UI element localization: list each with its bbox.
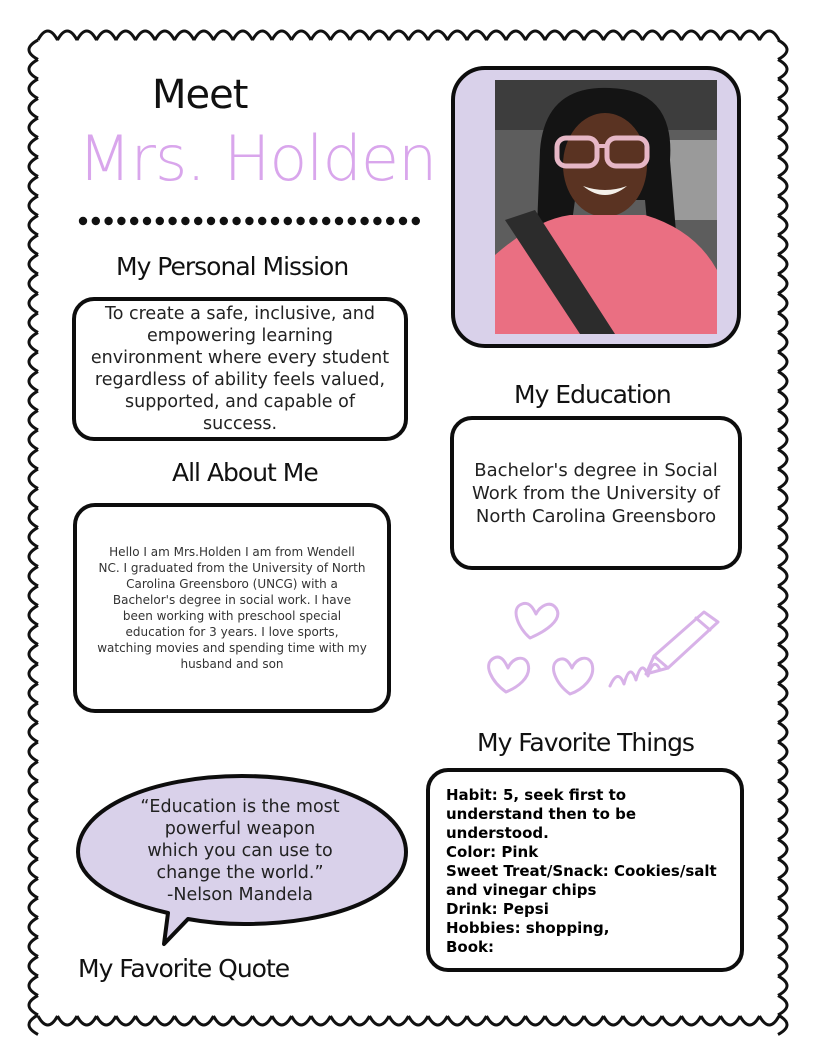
divider-dot xyxy=(258,217,266,225)
education-box xyxy=(450,416,742,570)
divider-dot xyxy=(245,217,253,225)
quote-author: -Nelson Mandela xyxy=(167,885,313,905)
divider-dot xyxy=(309,217,317,225)
favorite-item-habit: Habit: 5, seek first to understand then to be understood. xyxy=(446,786,637,842)
mission-text: To create a safe, inclusive, and empowering learning environment where every student regardless of ability feels valued, supported, and capable of success. xyxy=(90,304,390,434)
quote-line: powerful weapon xyxy=(164,819,316,839)
divider-dot xyxy=(348,217,356,225)
about-heading: All About Me xyxy=(172,458,318,487)
divider-dot xyxy=(207,217,215,225)
quote-line: which you can use to xyxy=(147,841,333,861)
divider-dot xyxy=(322,217,330,225)
dotted-divider xyxy=(78,214,424,228)
divider-dot xyxy=(335,217,343,225)
teacher-photo xyxy=(495,80,717,334)
mission-heading: My Personal Mission xyxy=(116,252,349,281)
divider-dot xyxy=(168,217,176,225)
photo-frame xyxy=(451,66,741,348)
teacher-name: Mrs. Holden xyxy=(78,122,437,195)
divider-dot xyxy=(117,217,125,225)
divider-dot xyxy=(143,217,151,225)
divider-dot xyxy=(412,217,420,225)
divider-dot xyxy=(104,217,112,225)
divider-dot xyxy=(271,217,279,225)
hearts-pencil-doodle xyxy=(478,598,728,704)
favorite-item-color: Color: Pink xyxy=(446,843,539,861)
quote-line: “Education is the most xyxy=(140,797,340,817)
divider-dot xyxy=(386,217,394,225)
favorites-heading: My Favorite Things xyxy=(477,728,694,757)
about-text: Hello I am Mrs.Holden I am from Wendell NC. I graduated from the University of North Carolina Greensboro (UNCG) with a Bachelor's degree in social work. I have been working with preschool special education for 3 years. I love sports, watching movies and spending time with my husband and son xyxy=(97,545,367,671)
divider-dot xyxy=(220,217,228,225)
favorite-item-hobbies: Hobbies: shopping, xyxy=(446,919,610,937)
quote-heading: My Favorite Quote xyxy=(78,954,290,983)
divider-dot xyxy=(284,217,292,225)
favorite-item-snack: Sweet Treat/Snack: Cookies/salt and vinegar chips xyxy=(446,862,717,899)
divider-dot xyxy=(92,217,100,225)
divider-dot xyxy=(181,217,189,225)
about-box xyxy=(73,503,391,713)
divider-dot xyxy=(156,217,164,225)
divider-dot xyxy=(130,217,138,225)
mission-box xyxy=(72,297,408,441)
favorite-item-book: Book: xyxy=(446,938,495,956)
divider-dot xyxy=(399,217,407,225)
education-text: Bachelor's degree in Social Work from the University of North Carolina Greensboro xyxy=(471,459,721,527)
favorites-list xyxy=(446,786,724,957)
divider-dot xyxy=(360,217,368,225)
divider-dot xyxy=(232,217,240,225)
favorites-box xyxy=(426,768,744,972)
divider-dot xyxy=(79,217,87,225)
divider-dot xyxy=(296,217,304,225)
divider-dot xyxy=(194,217,202,225)
education-heading: My Education xyxy=(514,380,671,409)
divider-dot xyxy=(373,217,381,225)
quote-line: change the world.” xyxy=(156,863,324,883)
quote-text xyxy=(106,796,374,906)
meet-label: Meet xyxy=(152,72,248,118)
favorite-item-drink: Drink: Pepsi xyxy=(446,900,549,918)
